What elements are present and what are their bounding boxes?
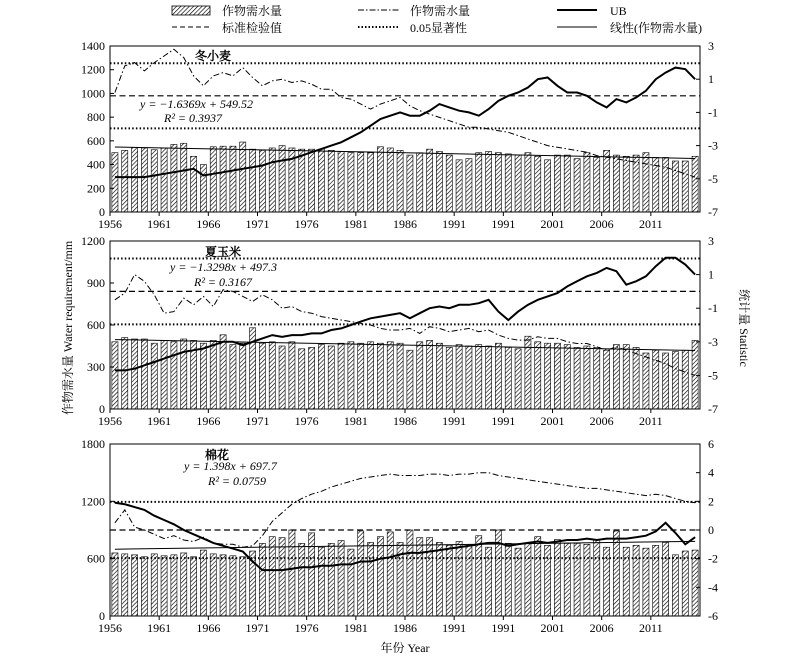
bar-2003 bbox=[574, 543, 580, 616]
bar-1965 bbox=[200, 343, 206, 409]
bar-2000 bbox=[545, 160, 551, 212]
y2-tick-label: -3 bbox=[708, 138, 718, 153]
bar-1973 bbox=[279, 538, 285, 616]
y2-tick-label: 2 bbox=[708, 494, 714, 509]
x-tick-label: 1991 bbox=[491, 621, 516, 635]
y2-tick-label: -5 bbox=[708, 171, 718, 186]
bar-1991 bbox=[456, 345, 462, 409]
bar-1996 bbox=[505, 347, 511, 409]
bar-1991 bbox=[456, 541, 462, 616]
bar-1978 bbox=[328, 543, 334, 616]
bar-1960 bbox=[151, 150, 157, 212]
bar-1999 bbox=[535, 537, 541, 616]
bar-1985 bbox=[397, 150, 403, 212]
y-tick-label: 1000 bbox=[81, 86, 105, 101]
bar-1990 bbox=[446, 155, 452, 212]
y-tick-label: 0 bbox=[99, 402, 105, 416]
bar-1983 bbox=[377, 537, 383, 616]
bar-1961 bbox=[161, 148, 167, 212]
bar-1959 bbox=[141, 148, 147, 212]
x-tick-label: 1976 bbox=[294, 217, 319, 231]
bar-1982 bbox=[368, 542, 374, 616]
x-tick-label: 1981 bbox=[343, 621, 368, 635]
bar-2012 bbox=[663, 157, 669, 212]
bar-1995 bbox=[495, 153, 501, 212]
x-tick-label: 1966 bbox=[196, 217, 221, 231]
panel-title: 棉花 bbox=[205, 448, 230, 462]
x-tick-label: 1981 bbox=[343, 217, 368, 231]
y-tick-label: 1400 bbox=[81, 39, 105, 53]
x-axis-label: 年份 Year bbox=[380, 641, 430, 655]
bar-1969 bbox=[240, 557, 246, 616]
bar-1971 bbox=[259, 343, 265, 409]
y2-tick-label: 1 bbox=[708, 72, 714, 87]
bar-1972 bbox=[269, 148, 275, 212]
bar-1981 bbox=[358, 153, 364, 212]
bar-1964 bbox=[191, 557, 197, 616]
bar-1987 bbox=[417, 538, 423, 616]
y-tick-label: 600 bbox=[87, 318, 105, 332]
r-squared: R² = 0.3937 bbox=[164, 111, 223, 125]
y-tick-label: 1200 bbox=[81, 62, 105, 77]
x-tick-label: 1986 bbox=[393, 621, 417, 635]
y2-tick-label: 3 bbox=[708, 234, 714, 248]
bar-1965 bbox=[200, 550, 206, 616]
x-tick-label: 1971 bbox=[245, 217, 270, 231]
y-tick-label: 800 bbox=[87, 110, 105, 125]
y-tick-label: 900 bbox=[87, 276, 105, 290]
r-squared: R² = 0.3167 bbox=[194, 275, 253, 289]
bar-1970 bbox=[250, 328, 256, 409]
bar-1963 bbox=[181, 553, 187, 616]
bar-1978 bbox=[328, 346, 334, 409]
bar-1969 bbox=[240, 343, 246, 409]
x-tick-label: 2011 bbox=[639, 217, 663, 231]
bar-2001 bbox=[554, 540, 560, 616]
bar-1967 bbox=[220, 555, 226, 616]
y-tick-label: 0 bbox=[99, 609, 105, 623]
bar-1979 bbox=[338, 541, 344, 616]
x-tick-label: 2006 bbox=[589, 217, 614, 231]
x-tick-label: 2001 bbox=[540, 217, 565, 231]
panel-title: 冬小麦 bbox=[195, 49, 232, 63]
y-axis-left-label: 作物需水量 Water requirement/mm bbox=[61, 240, 75, 416]
chart-panel-1 bbox=[81, 39, 718, 231]
bar-2005 bbox=[594, 157, 600, 212]
bar-1985 bbox=[397, 343, 403, 409]
bar-1980 bbox=[348, 342, 354, 409]
bar-2009 bbox=[633, 155, 639, 212]
bar-1965 bbox=[200, 165, 206, 212]
bar-1963 bbox=[181, 339, 187, 409]
x-tick-label: 1966 bbox=[196, 621, 221, 635]
bar-1962 bbox=[171, 342, 177, 409]
x-tick-label: 2006 bbox=[589, 414, 614, 428]
y-tick-label: 400 bbox=[87, 157, 105, 172]
bar-1972 bbox=[269, 342, 275, 409]
y2-tick-label: -1 bbox=[708, 105, 718, 120]
bar-1999 bbox=[535, 156, 541, 212]
bar-1967 bbox=[220, 335, 226, 409]
x-tick-label: 2011 bbox=[639, 414, 663, 428]
bar-2008 bbox=[623, 156, 629, 212]
y-tick-label: 600 bbox=[87, 551, 105, 566]
bar-1958 bbox=[132, 339, 138, 409]
bar-1956 bbox=[112, 553, 118, 616]
bar-1971 bbox=[259, 543, 265, 616]
bar-1992 bbox=[466, 546, 472, 616]
chart-panel-2 bbox=[81, 234, 718, 428]
bar-1970 bbox=[250, 149, 256, 212]
bar-2000 bbox=[545, 343, 551, 409]
bar-2006 bbox=[604, 350, 610, 409]
x-tick-label: 2011 bbox=[639, 621, 663, 635]
bar-1998 bbox=[525, 153, 531, 212]
bar-2004 bbox=[584, 544, 590, 616]
x-tick-label: 1961 bbox=[147, 621, 172, 635]
bar-1998 bbox=[525, 543, 531, 616]
bar-2012 bbox=[663, 542, 669, 616]
bar-1966 bbox=[210, 147, 216, 212]
bar-1973 bbox=[279, 146, 285, 212]
x-tick-label: 1956 bbox=[98, 621, 122, 635]
y-tick-label: 1800 bbox=[81, 437, 105, 451]
bar-1977 bbox=[318, 345, 324, 409]
bar-1999 bbox=[535, 342, 541, 409]
bar-2007 bbox=[613, 531, 619, 616]
y2-tick-label: -3 bbox=[708, 334, 718, 349]
bar-2011 bbox=[653, 350, 659, 409]
uf-line bbox=[115, 473, 695, 548]
bar-1982 bbox=[368, 153, 374, 212]
bar-2003 bbox=[574, 159, 580, 212]
y2-tick-label: 6 bbox=[708, 437, 714, 451]
bar-1989 bbox=[436, 542, 442, 616]
bar-1968 bbox=[230, 345, 236, 409]
bar-2013 bbox=[672, 352, 678, 409]
bar-2010 bbox=[643, 153, 649, 212]
bar-1971 bbox=[259, 150, 265, 212]
x-tick-label: 1986 bbox=[393, 414, 417, 428]
bar-1986 bbox=[407, 350, 413, 409]
x-tick-label: 2001 bbox=[540, 621, 565, 635]
bar-1984 bbox=[387, 148, 393, 212]
bar-1990 bbox=[446, 545, 452, 616]
bar-1956 bbox=[112, 342, 118, 409]
bar-1982 bbox=[368, 342, 374, 409]
x-tick-label: 2006 bbox=[589, 621, 614, 635]
bar-1975 bbox=[299, 349, 305, 409]
bar-2003 bbox=[574, 347, 580, 409]
bar-1957 bbox=[122, 554, 128, 616]
legend-label-trend: 线性(作物需水量) bbox=[610, 21, 702, 35]
y-axis-right-label: 统计量 Statistic bbox=[737, 289, 751, 367]
bar-2012 bbox=[663, 353, 669, 409]
bar-1975 bbox=[299, 149, 305, 212]
bar-1981 bbox=[358, 343, 364, 409]
y2-tick-label: 4 bbox=[708, 465, 714, 480]
r-squared: R² = 0.0759 bbox=[208, 474, 267, 488]
bar-1995 bbox=[495, 343, 501, 409]
bar-2015 bbox=[692, 156, 698, 212]
bar-1993 bbox=[476, 536, 482, 616]
bar-1966 bbox=[210, 340, 216, 409]
bar-2014 bbox=[682, 551, 688, 616]
bar-1983 bbox=[377, 147, 383, 212]
bar-1977 bbox=[318, 149, 324, 212]
bar-2002 bbox=[564, 543, 570, 616]
bar-2010 bbox=[643, 353, 649, 409]
bar-1989 bbox=[436, 343, 442, 409]
bar-1980 bbox=[348, 153, 354, 212]
bar-1989 bbox=[436, 152, 442, 212]
bar-1957 bbox=[122, 338, 128, 409]
y2-tick-label: 1 bbox=[708, 267, 714, 282]
bar-1980 bbox=[348, 549, 354, 616]
bar-1988 bbox=[427, 149, 433, 212]
bar-1961 bbox=[161, 340, 167, 409]
bar-2002 bbox=[564, 155, 570, 212]
bar-1987 bbox=[417, 153, 423, 212]
y-tick-label: 200 bbox=[87, 181, 105, 196]
x-tick-label: 1981 bbox=[343, 414, 368, 428]
x-tick-label: 1991 bbox=[442, 217, 467, 231]
bar-1987 bbox=[417, 342, 423, 409]
y2-tick-label: -1 bbox=[708, 301, 718, 316]
bar-1973 bbox=[279, 346, 285, 409]
bar-2015 bbox=[692, 550, 698, 616]
bar-1957 bbox=[122, 150, 128, 212]
bar-1997 bbox=[515, 349, 521, 409]
bar-2013 bbox=[672, 161, 678, 212]
y2-tick-label: 0 bbox=[708, 523, 714, 537]
bar-1958 bbox=[132, 555, 138, 616]
legend-label-sig: 0.05显著性 bbox=[410, 21, 468, 35]
bar-1993 bbox=[476, 345, 482, 409]
y2-tick-label: 3 bbox=[708, 39, 714, 53]
bar-1966 bbox=[210, 554, 216, 616]
bar-1986 bbox=[407, 530, 413, 616]
chart-panels bbox=[81, 39, 718, 635]
bar-2013 bbox=[672, 555, 678, 616]
bar-2014 bbox=[682, 161, 688, 212]
bar-1992 bbox=[466, 346, 472, 409]
bar-1974 bbox=[289, 530, 295, 616]
bar-1988 bbox=[427, 538, 433, 616]
regression-equation: y = −1.3298x + 497.3 bbox=[170, 260, 277, 274]
y2-tick-label: -4 bbox=[708, 580, 718, 595]
bar-2007 bbox=[613, 345, 619, 409]
bar-1976 bbox=[309, 533, 315, 616]
bar-1981 bbox=[358, 531, 364, 616]
bar-1984 bbox=[387, 532, 393, 616]
bar-2009 bbox=[633, 347, 639, 409]
bar-1956 bbox=[112, 153, 118, 212]
y2-tick-label: -7 bbox=[708, 205, 718, 219]
x-tick-label: 1991 bbox=[442, 621, 467, 635]
bar-1979 bbox=[338, 152, 344, 212]
bar-1972 bbox=[269, 537, 275, 616]
bar-1969 bbox=[240, 142, 246, 212]
bar-1963 bbox=[181, 143, 187, 212]
bar-1960 bbox=[151, 554, 157, 616]
legend bbox=[172, 3, 702, 35]
x-tick-label: 1956 bbox=[98, 217, 122, 231]
bar-1996 bbox=[505, 543, 511, 616]
bar-1959 bbox=[141, 557, 147, 616]
bar-2000 bbox=[545, 545, 551, 616]
y-tick-label: 1200 bbox=[81, 234, 105, 248]
x-tick-label: 1971 bbox=[245, 414, 270, 428]
y2-tick-label: -5 bbox=[708, 368, 718, 383]
legend-label-bars: 作物需水量 bbox=[222, 4, 283, 18]
y2-tick-label: -7 bbox=[708, 402, 718, 416]
bar-1997 bbox=[515, 155, 521, 212]
bar-2014 bbox=[682, 350, 688, 409]
bar-1988 bbox=[427, 340, 433, 409]
legend-label-ref: 标准检验值 bbox=[222, 21, 283, 35]
bar-1994 bbox=[486, 152, 492, 212]
x-tick-label: 1956 bbox=[98, 414, 122, 428]
bar-2002 bbox=[564, 345, 570, 409]
bar-1986 bbox=[407, 155, 413, 212]
y-tick-label: 300 bbox=[87, 360, 105, 374]
bar-2009 bbox=[633, 545, 639, 616]
bar-1983 bbox=[377, 343, 383, 409]
bar-2001 bbox=[554, 155, 560, 212]
bar-2004 bbox=[584, 153, 590, 212]
bar-1976 bbox=[309, 347, 315, 409]
bar-1958 bbox=[132, 147, 138, 212]
bar-1962 bbox=[171, 144, 177, 212]
x-tick-label: 1991 bbox=[442, 414, 467, 428]
regression-equation: y = 1.398x + 697.7 bbox=[184, 459, 277, 473]
bar-1968 bbox=[230, 146, 236, 212]
y-tick-label: 1200 bbox=[81, 494, 105, 509]
bar-1976 bbox=[309, 149, 315, 212]
bar-2005 bbox=[594, 347, 600, 409]
plot-frame bbox=[110, 46, 700, 212]
bar-1978 bbox=[328, 150, 334, 212]
x-tick-label: 1991 bbox=[491, 414, 516, 428]
x-tick-label: 1976 bbox=[294, 414, 319, 428]
bar-1990 bbox=[446, 347, 452, 409]
bar-1968 bbox=[230, 556, 236, 616]
regression-equation: y = −1.6369x + 549.52 bbox=[140, 97, 253, 111]
bar-1959 bbox=[141, 339, 147, 409]
bar-2008 bbox=[623, 345, 629, 409]
y2-tick-label: -6 bbox=[708, 609, 718, 623]
bar-1992 bbox=[466, 159, 472, 212]
bar-1960 bbox=[151, 343, 157, 409]
x-tick-label: 1986 bbox=[393, 217, 417, 231]
x-tick-label: 1971 bbox=[245, 621, 270, 635]
bar-2006 bbox=[604, 150, 610, 212]
bar-2011 bbox=[653, 545, 659, 616]
bar-1996 bbox=[505, 154, 511, 212]
x-tick-label: 1961 bbox=[147, 414, 172, 428]
bar-1984 bbox=[387, 342, 393, 409]
bar-2005 bbox=[594, 540, 600, 616]
x-tick-label: 2001 bbox=[540, 414, 565, 428]
bar-1962 bbox=[171, 555, 177, 616]
bar-1964 bbox=[191, 156, 197, 212]
chart-panel-3 bbox=[81, 437, 718, 635]
bar-1961 bbox=[161, 556, 167, 616]
x-tick-label: 1976 bbox=[294, 621, 319, 635]
legend-bar-swatch bbox=[172, 6, 210, 15]
bar-1967 bbox=[220, 146, 226, 212]
legend-label-uf: 作物需水量 bbox=[410, 4, 471, 18]
x-tick-label: 1966 bbox=[196, 414, 221, 428]
y2-tick-label: -2 bbox=[708, 551, 718, 566]
bar-1993 bbox=[476, 153, 482, 212]
bar-1991 bbox=[456, 160, 462, 212]
bar-2001 bbox=[554, 343, 560, 409]
panel-title: 夏玉米 bbox=[205, 245, 242, 259]
y-tick-label: 0 bbox=[99, 205, 105, 219]
bar-1975 bbox=[299, 543, 305, 616]
bar-1994 bbox=[486, 346, 492, 409]
y-tick-label: 600 bbox=[87, 133, 105, 148]
bar-2007 bbox=[613, 155, 619, 212]
x-tick-label: 1961 bbox=[147, 217, 172, 231]
x-tick-label: 1991 bbox=[491, 217, 516, 231]
legend-label-ub: UB bbox=[610, 4, 627, 18]
bar-1974 bbox=[289, 342, 295, 409]
bar-1979 bbox=[338, 343, 344, 409]
bar-2004 bbox=[584, 346, 590, 409]
